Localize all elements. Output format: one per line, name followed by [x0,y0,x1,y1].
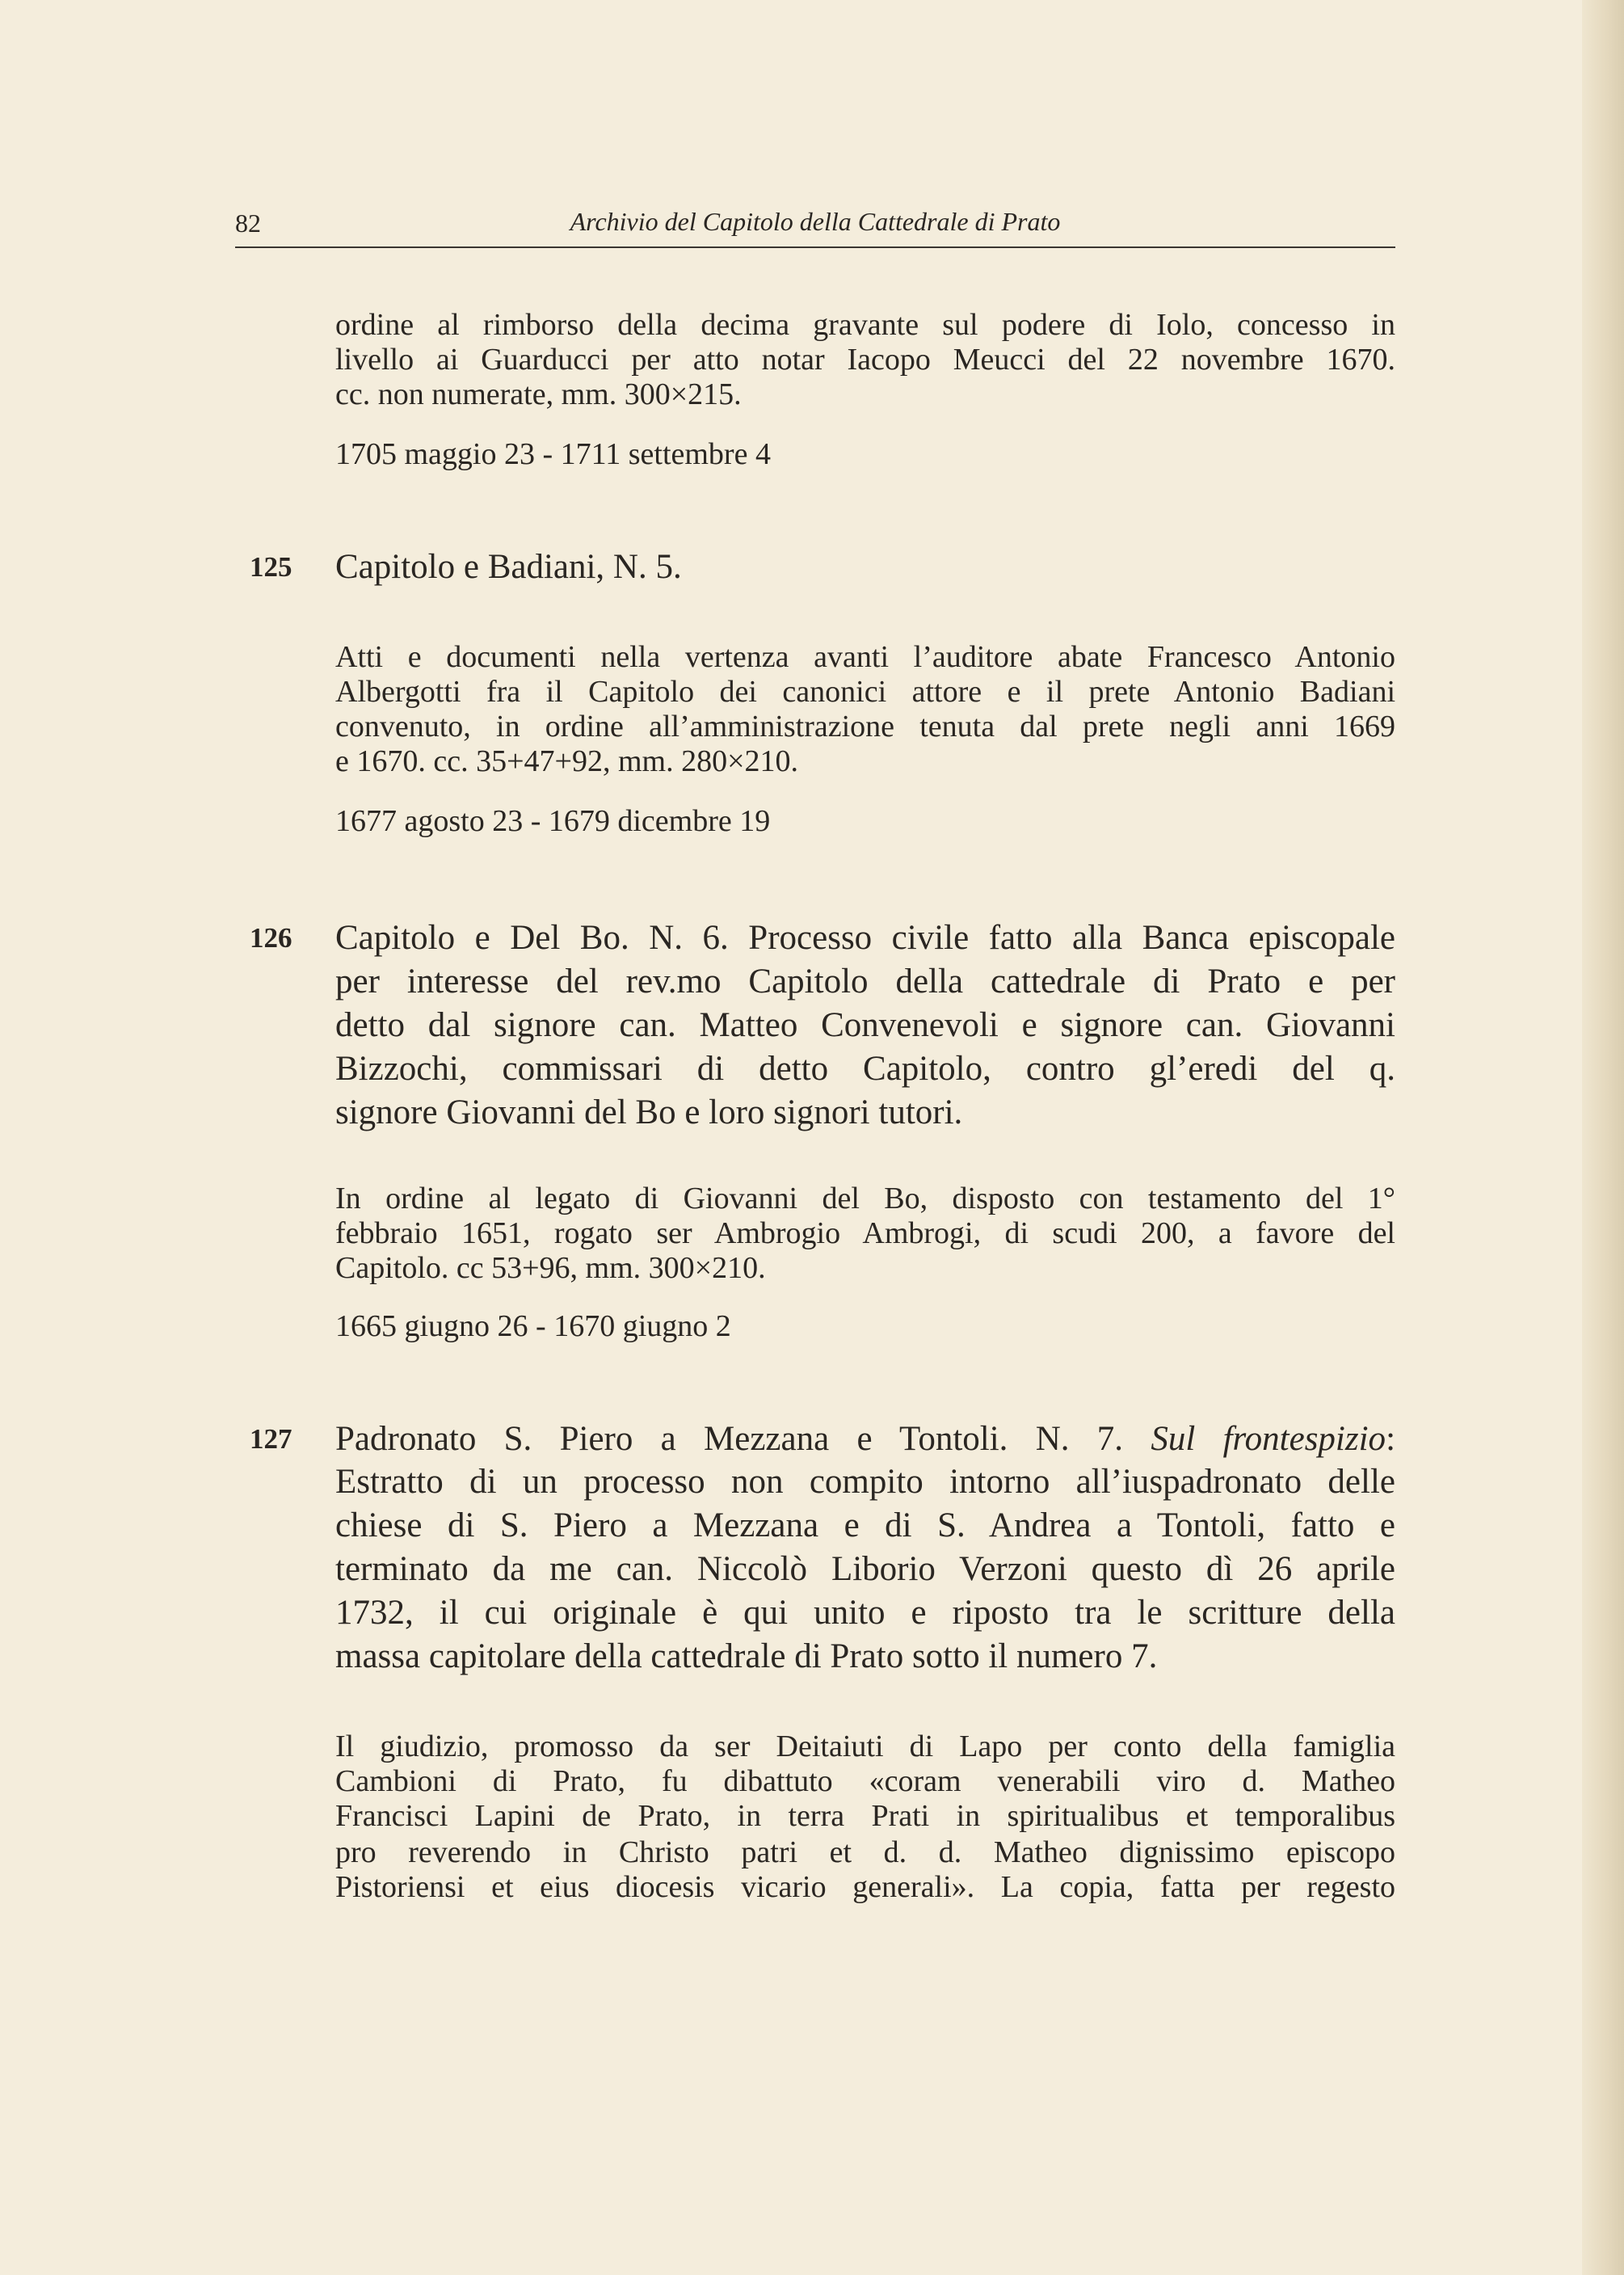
title-italic-text: Sul frontespizio [1151,1420,1386,1458]
page-number: 82 [235,209,261,238]
entry-title-line: Capitolo e Badiani, N. 5. [335,548,682,586]
entry-title-line: Bizzochi, commissari di detto Capitolo, contro gl’eredi del q. [335,1050,1395,1088]
description-line: In ordine al legato di Giovanni del Bo, disposto con testamento del 1° [335,1182,1395,1215]
description-line: convenuto, in ordine all’amministrazione tenuta dal prete negli anni 1669 [335,710,1395,744]
entry-title-line [335,1419,1395,1460]
entry-title-line: signore Giovanni del Bo e loro signori tutori. [335,1093,963,1131]
date-range: 1677 agosto 23 - 1679 dicembre 19 [335,804,771,838]
entry-title-line: massa capitolare della cattedrale di Prato sotto il numero 7. [335,1637,1158,1675]
entry-title-line: Estratto di un processo non compito intorno all’iuspadronato delle [335,1463,1395,1501]
description-line: Il giudizio, promosso da ser Deitaiuti di Lapo per conto della famiglia [335,1729,1395,1763]
description-line: Cambioni di Prato, fu dibattuto «coram venerabili viro d. Matheo [335,1764,1395,1798]
entry-number: 125 [250,551,292,583]
description-line: livello ai Guarducci per atto notar Iacopo Meucci del 22 novembre 1670. [335,343,1395,377]
entry-title-line: per interesse del rev.mo Capitolo della cattedrale di Prato e per [335,963,1395,1001]
description-line: Francisci Lapini de Prato, in terra Prati in spiritualibus et temporalibus [335,1799,1395,1833]
description-line: pro reverendo in Christo patri et d. d. Matheo dignissimo episcopo [335,1835,1395,1869]
entry-number: 127 [250,1423,292,1455]
description-line: Pistoriensi et eius diocesis vicario generali». La copia, fatta per regesto [335,1870,1395,1904]
description-line: Capitolo. cc 53+96, mm. 300×210. [335,1251,766,1285]
description-line: Atti e documenti nella vertenza avanti l’auditore abate Francesco Antonio [335,640,1395,674]
description-line: cc. non numerate, mm. 300×215. [335,377,742,411]
description-line: ordine al rimborso della decima gravante sul podere di Iolo, concesso in [335,308,1395,342]
entry-title-line: terminato da me can. Niccolò Liborio Verzoni questo dì 26 aprile [335,1550,1395,1588]
entry-number: 126 [250,922,292,954]
entry-title-line: 1732, il cui originale è qui unito e riposto tra le scritture della [335,1594,1395,1632]
date-range: 1665 giugno 26 - 1670 giugno 2 [335,1309,731,1343]
description-line: e 1670. cc. 35+47+92, mm. 280×210. [335,744,799,778]
description-line: febbraio 1651, rogato ser Ambrogio Ambrogi, di scudi 200, a favore del [335,1216,1395,1250]
page-edge-shadow [1582,0,1624,2275]
entry-title-line: Capitolo e Del Bo. N. 6. Processo civile fatto alla Banca episcopale [335,919,1395,957]
date-range: 1705 maggio 23 - 1711 settembre 4 [335,437,771,471]
title-colon: : [1386,1420,1396,1458]
header-rule [235,246,1395,248]
entry-title-line: chiese di S. Piero a Mezzana e di S. Andrea a Tontoli, fatto e [335,1506,1395,1544]
description-line: Albergotti fra il Capitolo dei canonici attore e il prete Antonio Badiani [335,675,1395,709]
running-title: Archivio del Capitolo della Cattedrale di Prato [570,207,1061,236]
title-text: Padronato S. Piero a Mezzana e Tontoli. N. 7. [335,1420,1124,1458]
entry-title-line: detto dal signore can. Matteo Convenevoli e signore can. Giovanni [335,1006,1395,1044]
